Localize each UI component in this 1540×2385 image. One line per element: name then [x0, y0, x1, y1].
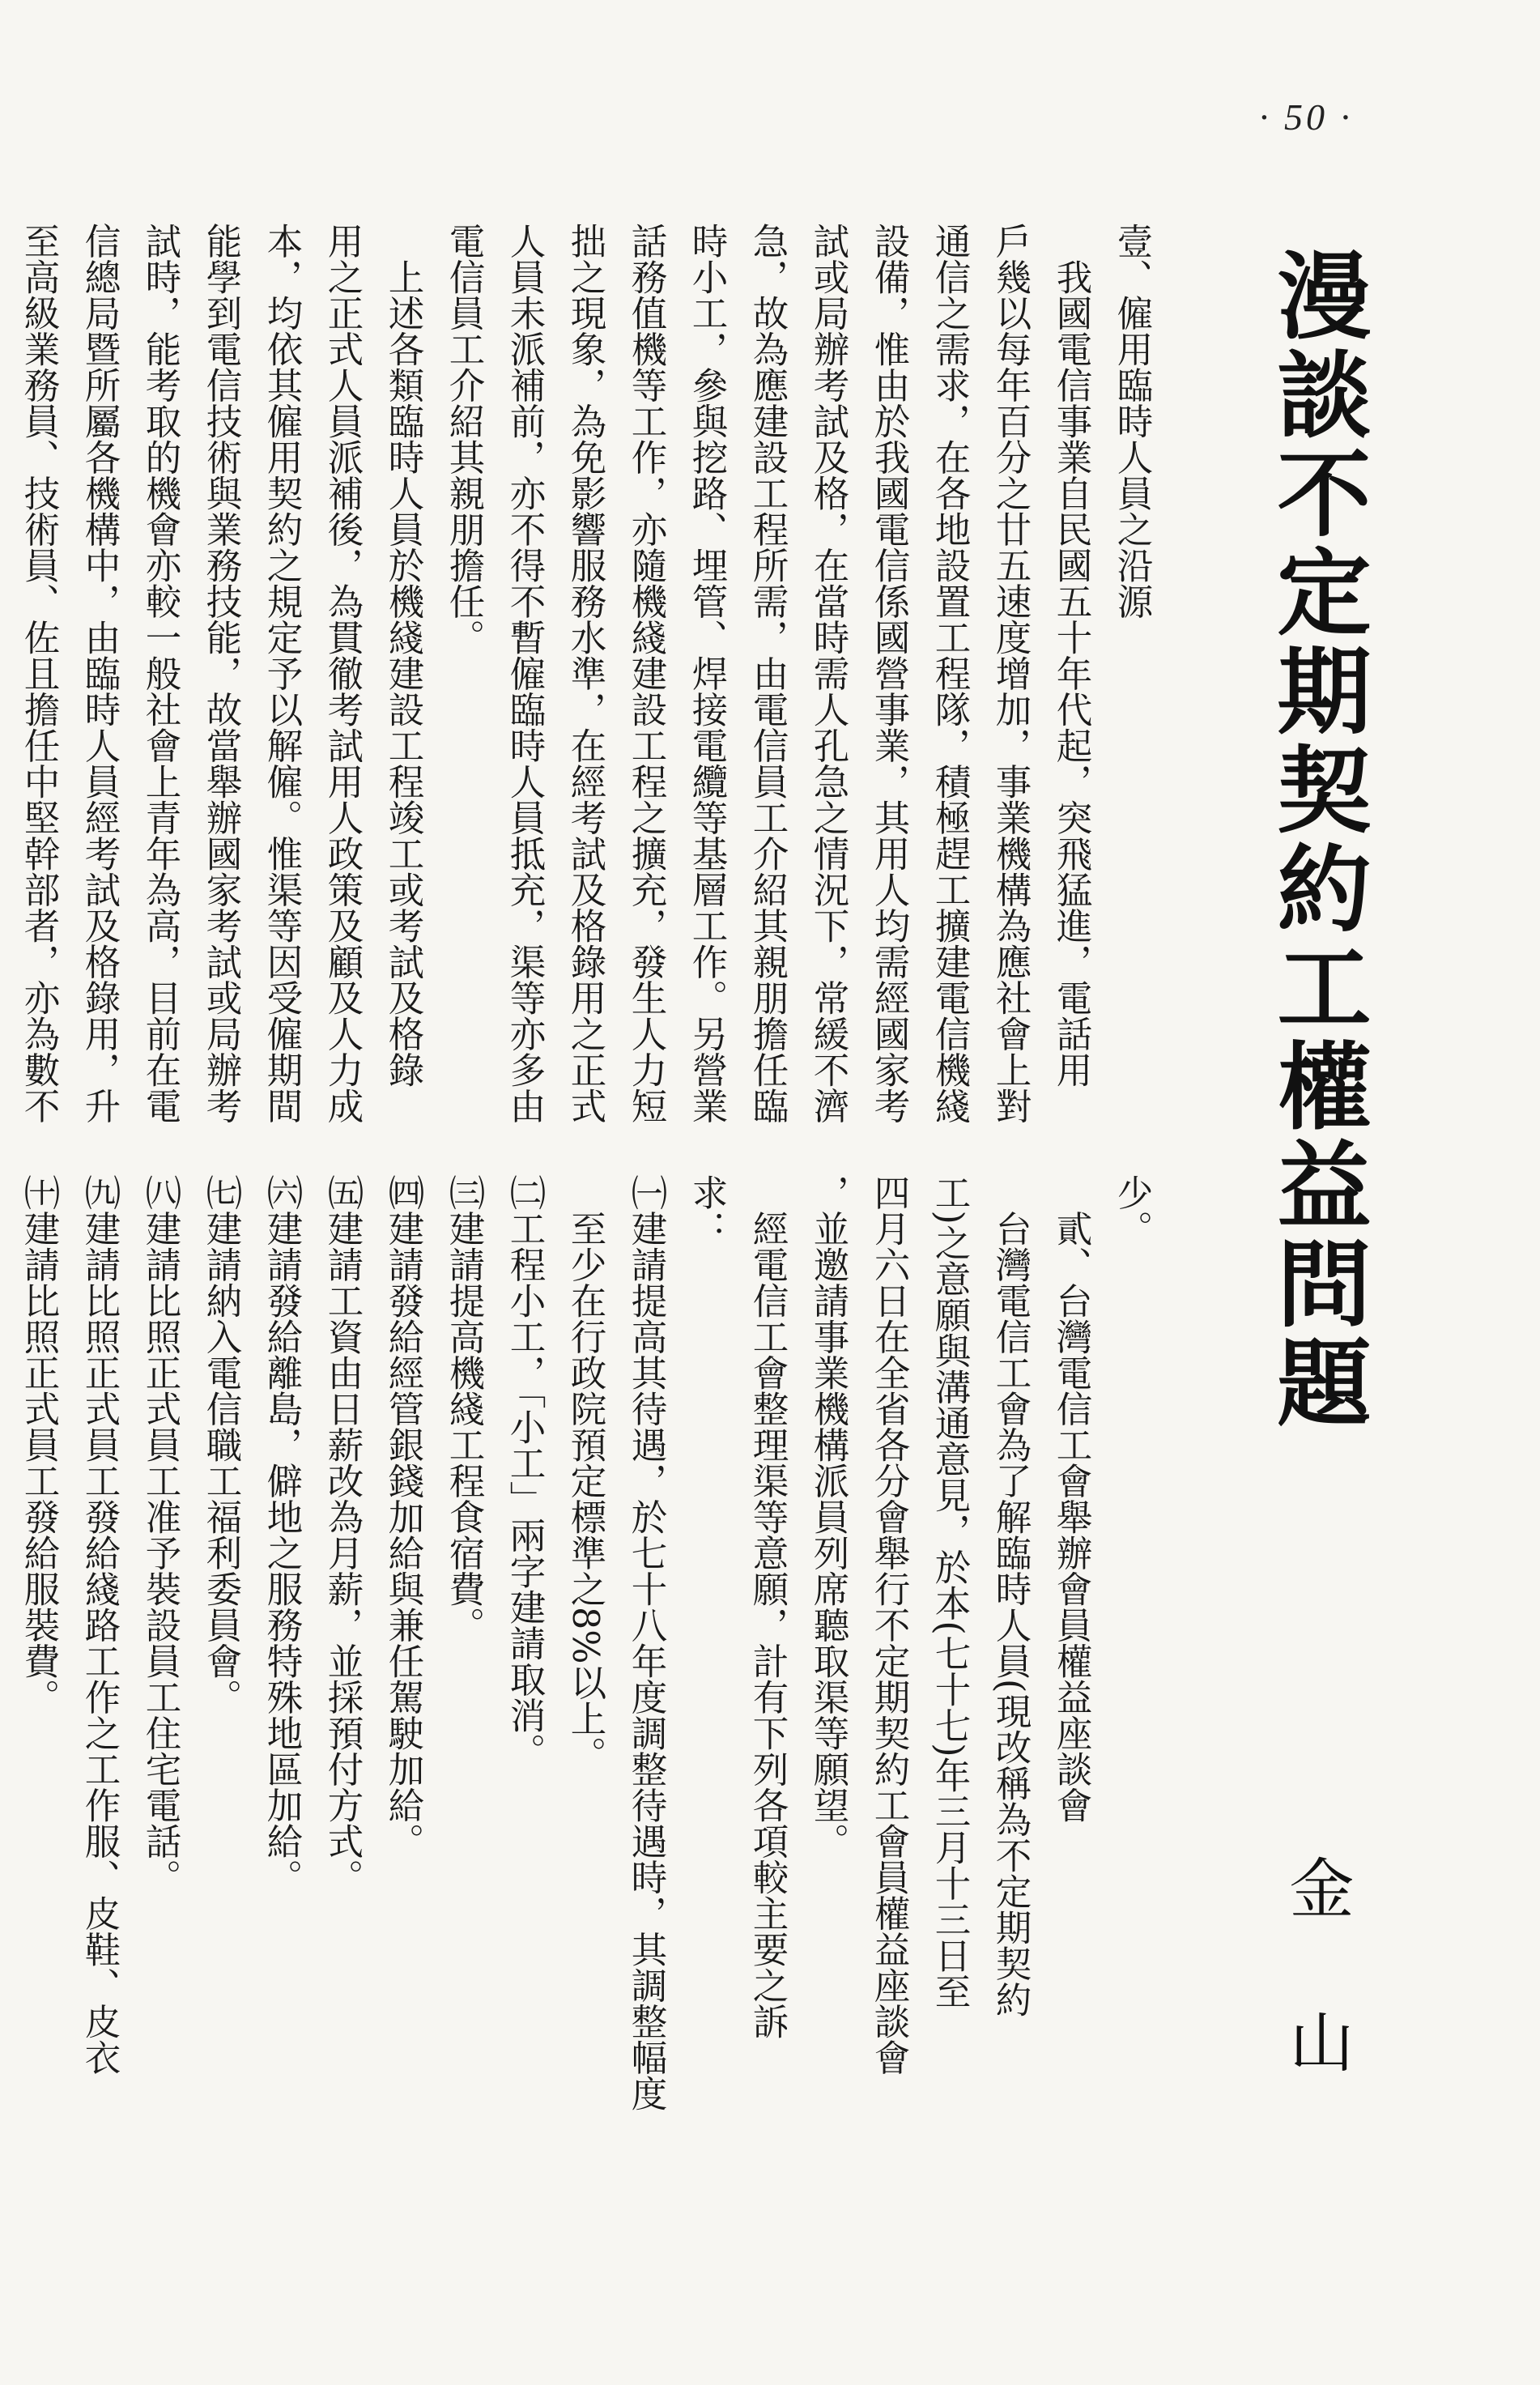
text-column: 急，故為應建設工程所需，由電信員工介紹其親朋擔任臨	[747, 223, 788, 1124]
page-number: · 50 ·	[1259, 96, 1353, 138]
text-column: 工)之意願與溝通意見，於本(七十七)年三月十三日至	[929, 1174, 970, 2010]
author-name: 金山	[1278, 1855, 1354, 2162]
article-title: 漫談不定期契約工權益問題	[1261, 247, 1371, 1433]
list-item: ㈧建請比照正式員工准予裝設員工住宅電話。	[139, 1174, 181, 1895]
text-column: 試時，能考取的機會亦較一般社會上青年為高，目前在電	[139, 223, 181, 1124]
text-column: 壹、僱用臨時人員之沿源	[1111, 223, 1152, 620]
list-item: ㈠建請提高其待遇，於七十八年度調整待遇時，其調整幅度	[625, 1174, 666, 2111]
text-column: 戶幾以每年百分之廿五速度增加，事業機構為應社會上對	[989, 223, 1031, 1124]
list-item: ㈥建請發給離島，僻地之服務特殊地區加給。	[261, 1174, 302, 1895]
text-column: 試或局辦考試及格，在當時需人孔急之情況下，常緩不濟	[807, 223, 849, 1124]
text-column: 四月六日在全省各分會舉行不定期契約工會員權益座談會	[868, 1174, 909, 2076]
list-item: ㈢建請提高機綫工程食宿費。	[443, 1174, 484, 1643]
text-column: 上述各類臨時人員於機綫建設工程竣工或考試及格錄	[382, 223, 423, 1088]
list-item: ㈡工程小工，「小工」兩字建請取消。	[504, 1174, 545, 1770]
text-column: 設備，惟由於我國電信係國營事業，其用人均需經國家考	[868, 223, 909, 1124]
text-column: 電信員工介紹其親朋擔任。	[443, 223, 484, 655]
text-column: 信總局暨所屬各機構中，由臨時人員經考試及格錄用，升	[79, 223, 120, 1124]
list-item: ㈦建請納入電信職工福利委員會。	[200, 1174, 241, 1715]
list-item: ㈤建請工資由日薪改為月薪，並採預付方式。	[321, 1174, 363, 1895]
text-column: 能學到電信技術與業務技能，故當舉辦國家考試或局辦考	[200, 223, 241, 1124]
list-item: ㈨建請比照正式員工發給綫路工作之工作服、皮鞋、皮衣	[79, 1174, 120, 2076]
list-item: ㈣建請發給經管銀錢加給與兼任駕駛加給。	[382, 1174, 423, 1859]
text-column: 少。	[1111, 1174, 1152, 1246]
text-column: 人員未派補前，亦不得不暫僱臨時人員抵充，渠等亦多由	[504, 223, 545, 1124]
text-column: ，並邀請事業機構派員列席聽取渠等願望。	[807, 1174, 849, 1859]
text-column: 我國電信事業自民國五十年代起，突飛猛進，電話用	[1050, 223, 1091, 1088]
text-column: 拙之現象，為免影響服務水準，在經考試及格錄用之正式	[564, 223, 606, 1124]
text-column: 經電信工會整理渠等意願，計有下列各項較主要之訴	[747, 1174, 788, 2039]
text-column: 通信之需求，在各地設置工程隊，積極趕工擴建電信機綫	[929, 223, 970, 1124]
lower-text-block	[18, 1174, 1162, 2178]
list-item: ㈩建請比照正式員工發給服裝費。	[18, 1174, 59, 1715]
text-column: 話務值機等工作，亦隨機綫建設工程之擴充，發生人力短	[625, 223, 666, 1124]
text-column: 至高級業務員、技術員、佐且擔任中堅幹部者，亦為數不	[18, 223, 59, 1124]
text-column: 求：	[686, 1174, 727, 1246]
text-column: 時小工，參與挖路、埋管、焊接電纜等基層工作。另營業	[686, 223, 727, 1124]
text-column: 用之正式人員派補後，為貫徹考試用人政策及顧及人力成	[321, 223, 363, 1124]
text-column: 台灣電信工會為了解臨時人員(現改稱為不定期契約	[989, 1174, 1031, 2017]
list-item: 至少在行政院預定標準之8%以上。	[564, 1174, 606, 1773]
text-column: 貳、台灣電信工會舉辦會員權益座談會	[1050, 1174, 1091, 1823]
upper-text-block	[18, 223, 1162, 1154]
text-column: 本，均依其僱用契約之規定予以解僱。惟渠等因受僱期間	[261, 223, 302, 1124]
